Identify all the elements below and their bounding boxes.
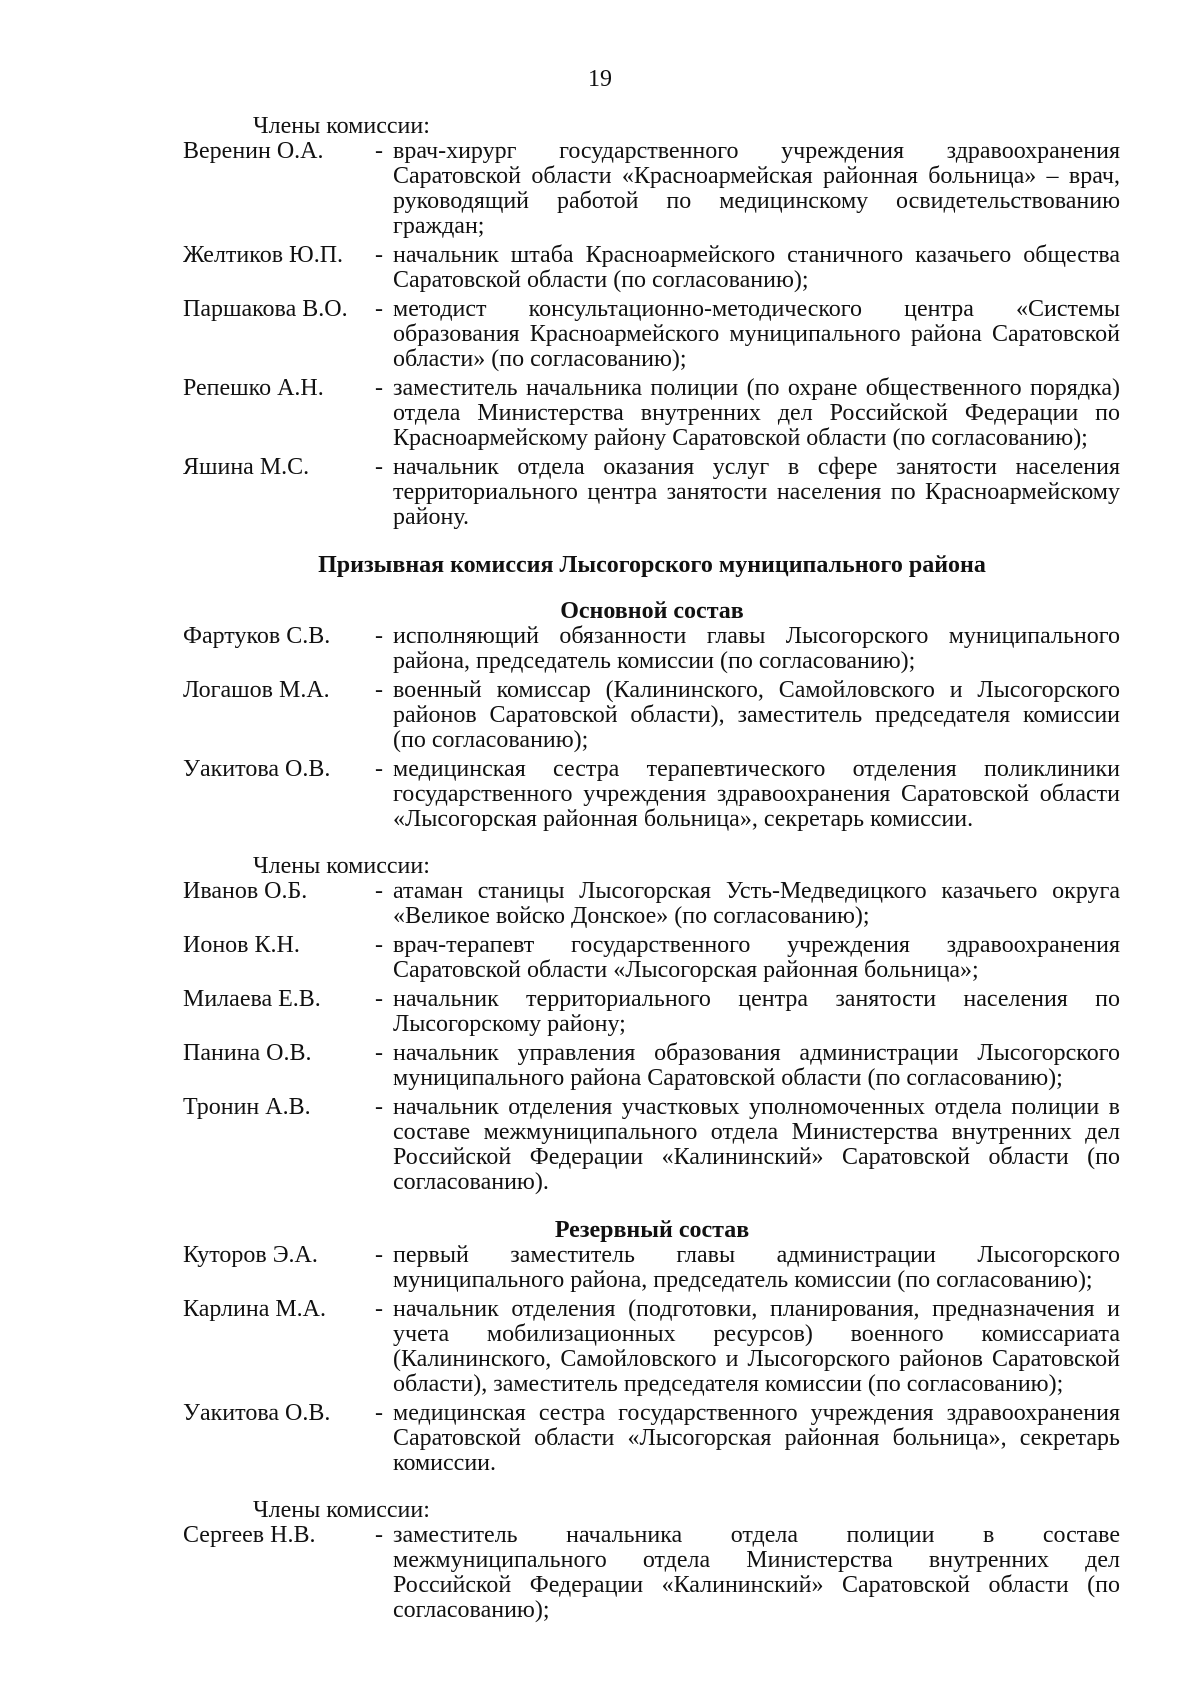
main-composition-list (0, 624, 1200, 832)
member-entry (0, 297, 1200, 372)
member-description: начальник отделения участковых уполномоченных отдела полиции в составе межмуниципального отдела Министерства внутренних дел Российской Федерации «Калининский» Саратовской области (по согласованию). (393, 1094, 1120, 1195)
member-name: Тронин А.В. (183, 1094, 311, 1120)
page-number: 19 (588, 66, 612, 92)
member-entry (0, 455, 1200, 530)
member-name: Уакитова О.В. (183, 1400, 331, 1426)
member-entry (0, 376, 1200, 451)
dash: - (375, 623, 383, 649)
member-description: заместитель начальника полиции (по охране общественного порядка) отдела Министерства внутренних дел Российской Федерации по Красноармейскому району Саратовской области (по согласованию); (393, 375, 1120, 451)
member-description: заместитель начальника отдела полиции в составе межмуниципального отдела Министерства внутренних дел Российской Федерации «Калининский» Саратовской области (по согласованию); (393, 1522, 1120, 1623)
members-list (0, 1523, 1200, 1623)
document-body (0, 114, 1200, 1623)
member-entry (0, 879, 1200, 929)
member-name: Иванов О.Б. (183, 878, 308, 904)
member-name: Уакитова О.В. (183, 756, 331, 782)
member-name: Карлина М.А. (183, 1296, 327, 1322)
dash: - (375, 756, 383, 782)
member-name: Фартуков С.В. (183, 623, 331, 649)
dash: - (375, 1296, 383, 1322)
dash: - (375, 986, 383, 1012)
member-name: Репешко А.Н. (183, 375, 324, 401)
member-description: исполняющий обязанности главы Лысогорского муниципального района, председатель комиссии (по согласованию); (393, 623, 1120, 674)
reserve-composition-title: Резервный состав (554, 1217, 750, 1243)
member-entry (0, 678, 1200, 753)
dash: - (375, 1400, 383, 1426)
member-entry (0, 243, 1200, 293)
members-list (0, 139, 1200, 530)
members-label: Члены комиссии: (253, 853, 430, 879)
member-name: Панина О.В. (183, 1040, 312, 1066)
member-description: медицинская сестра государственного учреждения здравоохранения Саратовской области «Лысогорская районная больница», секретарь комиссии. (393, 1400, 1120, 1476)
dash: - (375, 932, 383, 958)
dash: - (375, 1242, 383, 1268)
member-description: врач-терапевт государственного учреждения здравоохранения Саратовской области «Лысогорская районная больница»; (393, 932, 1120, 983)
dash: - (375, 1094, 383, 1120)
member-name: Ионов К.Н. (183, 932, 300, 958)
member-entry (0, 1297, 1200, 1397)
member-name: Логашов М.А. (183, 677, 330, 703)
dash: - (375, 1522, 383, 1548)
dash: - (375, 296, 383, 322)
member-description: начальник отделения (подготовки, планирования, предназначения и учета мобилизационных ресурсов) военного комиссариата (Калининского, Самойловского и Лысогорского районов Саратовской области), заместитель председателя комиссии (по согласованию); (393, 1296, 1120, 1397)
members-label: Члены комиссии: (253, 113, 430, 139)
member-description: военный комиссар (Калининского, Самойловского и Лысогорского районов Саратовской области), заместитель председателя комиссии (по согласованию); (393, 677, 1120, 753)
member-name: Паршакова В.О. (183, 296, 348, 322)
member-entry (0, 1095, 1200, 1195)
dash: - (375, 138, 383, 164)
member-entry (0, 1401, 1200, 1476)
members-label: Члены комиссии: (253, 1497, 430, 1523)
member-description: начальник отдела оказания услуг в сфере занятости населения территориального центра занятости населения по Красноармейскому району. (393, 454, 1120, 530)
member-entry (0, 757, 1200, 832)
member-description: начальник штаба Красноармейского станичного казачьего общества Саратовской области (по согласованию); (393, 242, 1120, 293)
member-entry (0, 1243, 1200, 1293)
member-description: медицинская сестра терапевтического отделения поликлиники государственного учреждения здравоохранения Саратовской области «Лысогорская районная больница», секретарь комиссии. (393, 756, 1120, 832)
member-name: Желтиков Ю.П. (183, 242, 344, 268)
member-description: врач-хирург государственного учреждения здравоохранения Саратовской области «Красноармейская районная больница» – врач, руководящий работой по медицинскому освидетельствованию граждан; (393, 138, 1120, 239)
member-entry (0, 987, 1200, 1037)
member-name: Милаева Е.В. (183, 986, 321, 1012)
dash: - (375, 878, 383, 904)
dash: - (375, 1040, 383, 1066)
member-description: первый заместитель главы администрации Лысогорского муниципального района, председатель комиссии (по согласованию); (393, 1242, 1120, 1293)
member-description: начальник управления образования администрации Лысогорского муниципального района Саратовской области (по согласованию); (393, 1040, 1120, 1091)
member-name: Веренин О.А. (183, 138, 324, 164)
member-entry (0, 1523, 1200, 1623)
member-name: Сергеев Н.В. (183, 1522, 316, 1548)
member-name: Яшина М.С. (183, 454, 310, 480)
main-composition-title: Основной состав (560, 598, 744, 624)
member-description: начальник территориального центра занятости населения по Лысогорскому району; (393, 986, 1120, 1037)
dash: - (375, 242, 383, 268)
members-list (0, 879, 1200, 1195)
commission-title: Призывная комиссия Лысогорского муниципального района (318, 552, 986, 578)
dash: - (375, 454, 383, 480)
member-description: методист консультационно-методического центра «Системы образования Красноармейского муниципального района Саратовской области» (по согласованию); (393, 296, 1120, 372)
member-entry (0, 933, 1200, 983)
member-entry (0, 139, 1200, 239)
member-entry (0, 624, 1200, 674)
member-entry (0, 1041, 1200, 1091)
reserve-composition-list (0, 1243, 1200, 1476)
dash: - (375, 677, 383, 703)
dash: - (375, 375, 383, 401)
member-name: Куторов Э.А. (183, 1242, 318, 1268)
member-description: атаман станицы Лысогорская Усть-Медведицкого казачьего округа «Великое войско Донское» (по согласованию); (393, 878, 1120, 929)
